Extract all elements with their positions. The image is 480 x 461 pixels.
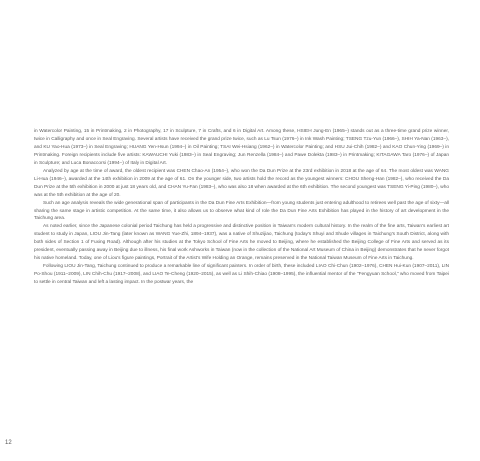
paragraph-age-analysis: Analyzed by age at the time of award, the oldest recipient was CHEN Chao-An (1954–), who won the Da Dun Prize at the 23rd exhibition in 2018 at the age of 64. The most oldest was WANG Li-Hua (1946–), awarded at the 14th exhibition in 2009 at the age of 61. On the younger side, two artists hold the record as the youngest winners: CHOU Sheng-Han (1982–), who received the Da Dun Prize at the 5th exhibition in 2000 at just 18 years old, and CHAN Yu-Fan (1983–), who was also 18 when awarded at the 6th exhibition. The second youngest was TSENG Yi-Ping (1980–), who was at the 5th exhibition at the age of 20.: [34, 168, 449, 198]
page-number: 12: [5, 440, 12, 446]
body-text-column: [34, 128, 449, 287]
paragraph-taichung-painters: Following LIOU Jin-Tang, Taichung continued to produce a remarkable line of significant painters. In order of birth, these included LIAO Chi-Chun (1902–1976), CHEN Hui-Kun (1907–2011), LIN Po-Shou (1911–2009), LIN Chih-Chu (1917–2008), and LIAO Te-Cheng (1920–2015), as well as Li Shih-Chiao (1908–1995), the influential mentor of the "Fengyuan School," who moved from Taipei to settle in central Taiwan and left a lasting impact. In the postwar years, the: [34, 264, 449, 286]
paragraph-generational-span: Such an age analysis reveals the wide generational span of participants in the Da Dun Fine Arts Exhibition—from young students just entering adulthood to retirees well past the age of sixty—all sharing the same stage in artistic competition. At the same time, it also allows us to observe what kind of role the Da Dun Fine Arts Exhibition has played in the history of art development in the Taichung area.: [34, 200, 449, 222]
paragraph-award-statistics: in Watercolor Painting, 15 in Printmaking, 2 in Photography, 17 in Sculpture, 7 in Crafts, and 6 in Digital Art. Among these, HSIEH Jung-En (1965–) stands out as a three-time grand prize winner, twice in Calligraphy and once in Seal Engraving. Several artists have received the grand prize twice, such as Lu Tsun (1976–) in Ink Wash Painting; TSENG Tzu-Yun (1966–), SHIH Ya-Nan (1963–), and KU Yao-Hua (1973–) in Seal Engraving; HUANG Yen-Hsun (1994–) in Oil Painting; TSAI Wei-Hsiang (1962–) in Watercolor Painting; and HSU Jui-Chih (1982–) and KAO Chun-Ying (1969–) in Printmaking. Foreign recipients include five artists: KAWAUCHI Yuki (1983–) in Seal Engraving; Jun Renzella (1984–) and Pawe Dolekta (1983–) in Printmaking; KITAGAWA Taro (1976–) of Japan in Sculpture; and Luca Bonaccorsi (1994–) of Italy in Digital Art.: [34, 129, 449, 166]
paragraph-taichung-history: As noted earlier, since the Japanese colonial period Taichung has held a progressive and distinctive position in Taiwan's modern cultural history. In the realm of the fine arts, Taiwan's earliest art student to study in Japan, LIOU Jin-Tang (later known as WANG Yue-Zhi, 1894–1937), was a native of Shuzijiao, Taichung (today's Shuyi and Shude villages in Taichung's South District, along with both sides of Section 1 of Fuxing Road). Although after his studies at the Tokyo School of Fine Arts he moved to Beijing, where he established the Beijing College of Fine Arts and served as its president, eventually passing away in Beijing due to illness, his final work Ashworks in Taiwan (now in the collection of the National Art Museum of China in Beijing) demonstrates that he never forgot his native homeland. Today, one of Liou's figure paintings, Portrait of the Artist's Wife Holding an Orange, remains preserved in the National Taiwan Museum of Fine Arts in Taichung.: [34, 224, 449, 262]
